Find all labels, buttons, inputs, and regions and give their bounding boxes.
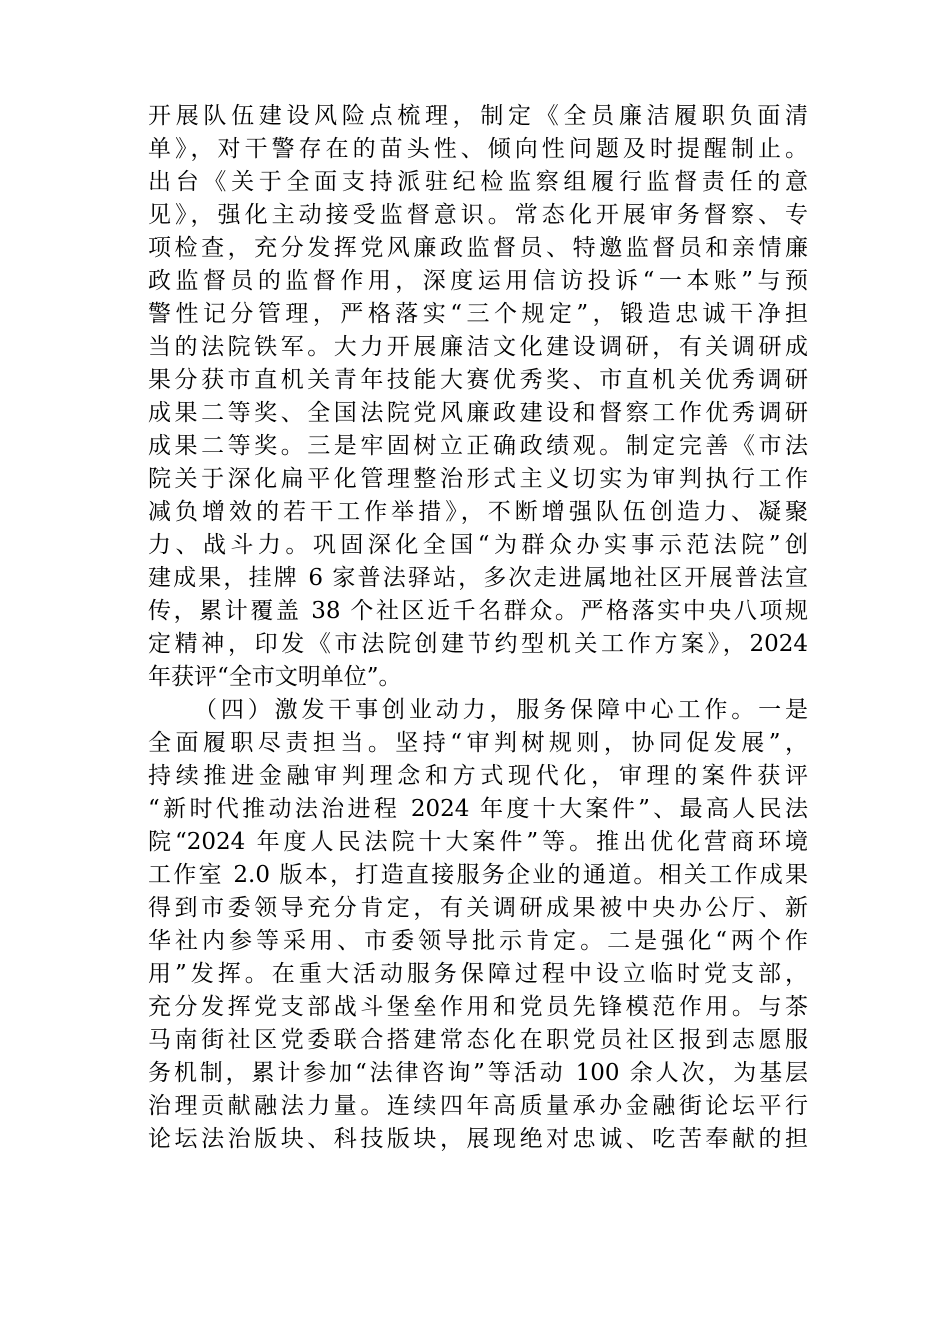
- text-line: 院关于深化扁平化管理整治形式主义切实为审判执行工作: [148, 466, 808, 492]
- text-line: 政监督员的监督作用，深度运用信访投诉“一本账”与预: [148, 268, 808, 294]
- text-line: 得到市委领导充分肯定，有关调研成果被中央办公厅、新: [148, 895, 808, 921]
- text-line: 定精神，印发《市法院创建节约型机关工作方案》，2024: [148, 631, 808, 657]
- text-line: 项检查，充分发挥党风廉政监督员、特邀监督员和亲情廉: [148, 235, 808, 261]
- text-line: 单》，对干警存在的苗头性、倾向性问题及时提醒制止。: [148, 136, 808, 162]
- text-line: 持续推进金融审判理念和方式现代化，审理的案件获评: [148, 763, 808, 789]
- text-line: 论坛法治版块、科技版块，展现绝对忠诚、吃苦奉献的担: [148, 1126, 808, 1152]
- text-line: 全面履职尽责担当。坚持“审判树规则，协同促发展”，: [148, 730, 808, 756]
- text-line: 见》，强化主动接受监督意识。常态化开展审务督察、专: [148, 202, 808, 228]
- text-line: 成果二等奖。三是牢固树立正确政绩观。制定完善《市法: [148, 433, 808, 459]
- text-line: 工作室 2.0 版本，打造直接服务企业的通道。相关工作成果: [148, 862, 808, 888]
- text-line: 治理贡献融法力量。连续四年高质量承办金融街论坛平行: [148, 1093, 808, 1119]
- text-line: 当的法院铁军。大力开展廉洁文化建设调研，有关调研成: [148, 334, 808, 360]
- section-heading-line: （四）激发干事创业动力，服务保障中心工作。一是: [194, 697, 808, 723]
- text-line: 传，累计覆盖 38 个社区近千名群众。严格落实中央八项规: [148, 598, 808, 624]
- text-line: 院“2024 年度人民法院十大案件”等。推出优化营商环境: [148, 829, 808, 855]
- text-line: 建成果，挂牌 6 家普法驿站，多次走进属地社区开展普法宣: [148, 565, 808, 591]
- text-line: 开展队伍建设风险点梳理，制定《全员廉洁履职负面清: [148, 103, 808, 129]
- text-line: 华社内参等采用、市委领导批示肯定。二是强化“两个作: [148, 928, 808, 954]
- text-line: 果分获市直机关青年技能大赛优秀奖、市直机关优秀调研: [148, 367, 808, 393]
- text-line: 出台《关于全面支持派驻纪检监察组履行监督责任的意: [148, 169, 808, 195]
- text-line: 减负增效的若干工作举措》，不断增强队伍创造力、凝聚: [148, 499, 808, 525]
- text-line: 充分发挥党支部战斗堡垒作用和党员先锋模范作用。与茶: [148, 994, 808, 1020]
- text-line: 警性记分管理，严格落实“三个规定”，锻造忠诚干净担: [148, 301, 808, 327]
- document-body: [148, 100, 808, 1156]
- text-line: 务机制，累计参加“法律咨询”等活动 100 余人次，为基层: [148, 1060, 808, 1086]
- text-line: 成果二等奖、全国法院党风廉政建设和督察工作优秀调研: [148, 400, 808, 426]
- text-line: 马南街社区党委联合搭建常态化在职党员社区报到志愿服: [148, 1027, 808, 1053]
- text-line: 用”发挥。在重大活动服务保障过程中设立临时党支部，: [148, 961, 808, 987]
- text-line: “新时代推动法治进程 2024 年度十大案件”、最高人民法: [148, 796, 808, 822]
- text-line: 年获评“全市文明单位”。: [148, 664, 402, 690]
- text-line: 力、战斗力。巩固深化全国“为群众办实事示范法院”创: [148, 532, 808, 558]
